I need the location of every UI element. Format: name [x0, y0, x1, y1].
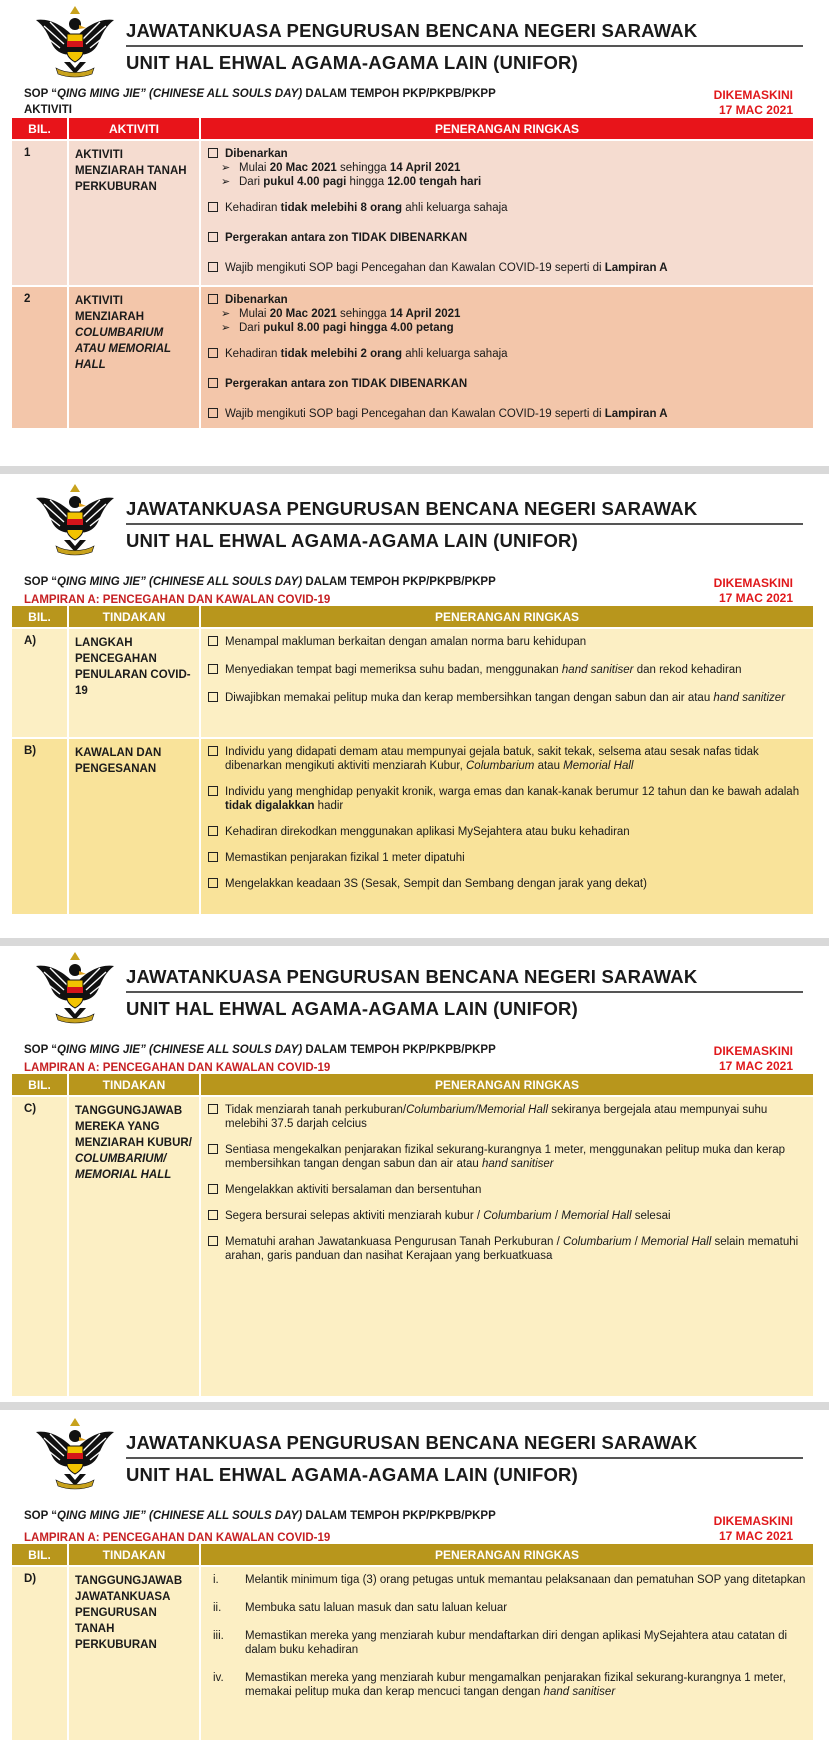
- page-separator: [0, 1402, 829, 1410]
- header-title: JAWATANKUASA PENGURUSAN BENCANA NEGERI SARAWAK: [126, 1432, 698, 1453]
- page-1: [12, 0, 815, 462]
- row-action: TANGGUNGJAWAB MEREKA YANG MENZIARAH KUBUR/ COLUMBARIUM/ MEMORIAL HALL: [68, 1096, 200, 1396]
- checkbox-icon: [208, 148, 218, 158]
- table-row: [12, 286, 814, 428]
- update-badge: DIKEMASKINI 17 MAC 2021: [713, 576, 793, 605]
- checkbox-icon: [208, 826, 218, 836]
- letterhead: [12, 478, 815, 558]
- row-no: A): [12, 628, 68, 738]
- sop-heading: [12, 1026, 815, 1074]
- letterhead: [12, 0, 815, 80]
- checkbox-icon: [208, 664, 218, 674]
- checkbox-icon: [208, 262, 218, 272]
- table-row: [12, 628, 814, 738]
- letterhead: [12, 1412, 815, 1492]
- header-divider: [126, 991, 803, 993]
- appendix-table: [12, 1074, 815, 1396]
- arrow-bullet-icon: ➢: [221, 176, 231, 188]
- row-description: i. Melantik minimum tiga (3) orang petugas untuk memantau pelaksanaan dan pematuhan SOP yang ditetapkan ii. Membuka satu laluan masuk dan satu laluan keluar iii. Memastikan mereka yang menziarah kubur mendaftarkan diri dengan aplikasi MySejahtera atau catatan di dalam buku kehadiran iv. Memastikan mereka yang menziarah kubur mengamalkan penjarakan fizikal sekurang-kurangnya 1 meter, memakai pelitup muka dan kerap mencuci tangan dengan hand sanitiser: [200, 1566, 814, 1740]
- row-description: Dibenarkan ➢ Mulai 20 Mac 2021 sehingga 14 April 2021 ➢ Dari pukul 4.00 pagi hingga 12.00 tengah hari Kehadiran tidak melebihi 8 orang ahli keluarga sahaja Pergerakan antara zon TIDAK DIBENARKAN Wajib mengikuti SOP bagi Pencegahan dan Kawalan COVID-19 seperti di Lampiran A: [200, 140, 814, 286]
- page-4: [12, 1412, 815, 1740]
- table-row: [12, 1096, 814, 1396]
- header-divider: [126, 45, 803, 47]
- table-row: [12, 1566, 814, 1740]
- list-number: iii.: [213, 1630, 224, 1642]
- table-header: [12, 606, 814, 628]
- sarawak-crest-icon: [34, 1416, 116, 1490]
- checkbox-icon: [208, 408, 218, 418]
- sarawak-crest-icon: [34, 482, 116, 556]
- section-label: LAMPIRAN A: PENCEGAHAN DAN KAWALAN COVID-19: [24, 594, 331, 606]
- sarawak-crest-icon: [34, 4, 116, 78]
- checkbox-icon: [208, 202, 218, 212]
- col-action: TINDAKAN: [68, 1074, 200, 1096]
- checkbox-icon: [208, 1236, 218, 1246]
- activity-table: [12, 118, 815, 428]
- page-3: [12, 946, 815, 1398]
- checkbox-icon: [208, 294, 218, 304]
- page-2: [12, 478, 815, 934]
- row-description: Dibenarkan ➢ Mulai 20 Mac 2021 sehingga 14 April 2021 ➢ Dari pukul 8.00 pagi hingga 4.00 petang Kehadiran tidak melebihi 2 orang ahli keluarga sahaja Pergerakan antara zon TIDAK DIBENARKAN Wajib mengikuti SOP bagi Pencegahan dan Kawalan COVID-19 seperti di Lampiran A: [200, 286, 814, 428]
- sop-title: SOP “QING MING JIE” (CHINESE ALL SOULS DAY) DALAM TEMPOH PKP/PKPB/PKPP: [24, 88, 496, 100]
- row-no: D): [12, 1566, 68, 1740]
- sop-heading: [12, 80, 815, 118]
- letterhead: [12, 946, 815, 1026]
- header-subtitle: UNIT HAL EHWAL AGAMA-AGAMA LAIN (UNIFOR): [126, 52, 578, 73]
- section-label: AKTIVITI: [24, 104, 72, 116]
- checkbox-icon: [208, 348, 218, 358]
- checkbox-icon: [208, 852, 218, 862]
- col-description: PENERANGAN RINGKAS: [200, 118, 814, 140]
- row-action: LANGKAH PENCEGAHAN PENULARAN COVID-19: [68, 628, 200, 738]
- header-subtitle: UNIT HAL EHWAL AGAMA-AGAMA LAIN (UNIFOR): [126, 998, 578, 1019]
- appendix-table: [12, 606, 815, 914]
- page-separator: [0, 938, 829, 946]
- col-activity: AKTIVITI: [68, 118, 200, 140]
- page-separator: [0, 466, 829, 474]
- row-no: B): [12, 738, 68, 914]
- checkbox-icon: [208, 1144, 218, 1154]
- checkbox-icon: [208, 636, 218, 646]
- row-description: Menampal makluman berkaitan dengan amalan norma baru kehidupan Menyediakan tempat bagi memeriksa suhu badan, menggunakan hand sanitiser dan rekod kehadiran Diwajibkan memakai pelitup muka dan kerap membersihkan tangan dengan sabun dan air atau hand sanitizer: [200, 628, 814, 738]
- sop-heading: [12, 1492, 815, 1544]
- arrow-bullet-icon: ➢: [221, 322, 231, 334]
- header-divider: [126, 1457, 803, 1459]
- sop-title: SOP “QING MING JIE” (CHINESE ALL SOULS DAY) DALAM TEMPOH PKP/PKPB/PKPP: [24, 1510, 496, 1522]
- row-description: Individu yang didapati demam atau mempunyai gejala batuk, sakit tekak, selsema atau sesak nafas tidak dibenarkan mengikuti aktiviti menziarah Kubur, Columbarium atau Memorial Hall Individu yang menghidap penyakit kronik, warga emas dan kanak-kanak berumur 12 tahun dan ke bawah adalah tidak digalakkan hadir Kehadiran direkodkan menggunakan aplikasi MySejahtera atau buku kehadiran Memastikan penjarakan fizikal 1 meter dipatuhi Mengelakkan keadaan 3S (Sesak, Sempit dan Sembang dengan jarak yang dekat): [200, 738, 814, 914]
- checkbox-icon: [208, 878, 218, 888]
- arrow-bullet-icon: ➢: [221, 308, 231, 320]
- update-badge: DIKEMASKINI 17 MAC 2021: [713, 88, 793, 117]
- list-number: iv.: [213, 1672, 224, 1684]
- col-description: PENERANGAN RINGKAS: [200, 606, 814, 628]
- row-no: 2: [12, 286, 68, 428]
- col-description: PENERANGAN RINGKAS: [200, 1074, 814, 1096]
- checkbox-icon: [208, 1184, 218, 1194]
- appendix-table: [12, 1544, 815, 1740]
- checkbox-icon: [208, 786, 218, 796]
- header-divider: [126, 523, 803, 525]
- row-description: Tidak menziarah tanah perkuburan/Columbarium/Memorial Hall sekiranya bergejala atau mempunyai suhu melebihi 37.5 darjah celcius Sentiasa mengekalkan penjarakan fizikal sekurang-kurangnya 1 meter, menggunakan pelitup muka dan kerap membersihkan tangan dengan sabun dan air atau hand sanitiser Mengelakkan aktiviti bersalaman dan bersentuhan Segera bersurai selepas aktiviti menziarah kubur / Columbarium / Memorial Hall selesai Mematuhi arahan Jawatankuasa Pengurusan Tanah Perkuburan / Columbarium / Memorial Hall selain mematuhi arahan, garis panduan dan nasihat Kerajaan yang berkuatkuasa: [200, 1096, 814, 1396]
- table-row: [12, 738, 814, 914]
- sop-title: SOP “QING MING JIE” (CHINESE ALL SOULS DAY) DALAM TEMPOH PKP/PKPB/PKPP: [24, 1044, 496, 1056]
- sop-title: SOP “QING MING JIE” (CHINESE ALL SOULS DAY) DALAM TEMPOH PKP/PKPB/PKPP: [24, 576, 496, 588]
- col-no: BIL.: [12, 118, 68, 140]
- header-title: JAWATANKUASA PENGURUSAN BENCANA NEGERI SARAWAK: [126, 498, 698, 519]
- row-no: C): [12, 1096, 68, 1396]
- checkbox-icon: [208, 232, 218, 242]
- checkbox-icon: [208, 1104, 218, 1114]
- sop-heading: [12, 558, 815, 606]
- checkbox-icon: [208, 378, 218, 388]
- arrow-bullet-icon: ➢: [221, 162, 231, 174]
- sarawak-crest-icon: [34, 950, 116, 1024]
- col-action: TINDAKAN: [68, 1544, 200, 1566]
- row-no: 1: [12, 140, 68, 286]
- checkbox-icon: [208, 1210, 218, 1220]
- list-number: ii.: [213, 1602, 222, 1614]
- section-label: LAMPIRAN A: PENCEGAHAN DAN KAWALAN COVID-19: [24, 1532, 331, 1544]
- col-no: BIL.: [12, 1074, 68, 1096]
- update-badge: DIKEMASKINI 17 MAC 2021: [713, 1044, 793, 1073]
- list-number: i.: [213, 1574, 219, 1586]
- row-action: KAWALAN DAN PENGESANAN: [68, 738, 200, 914]
- table-header: [12, 1074, 814, 1096]
- col-description: PENERANGAN RINGKAS: [200, 1544, 814, 1566]
- row-activity: AKTIVITI MENZIARAH COLUMBARIUM ATAU MEMORIAL HALL: [68, 286, 200, 428]
- table-header: [12, 1544, 814, 1566]
- table-header: [12, 118, 814, 140]
- col-action: TINDAKAN: [68, 606, 200, 628]
- col-no: BIL.: [12, 606, 68, 628]
- header-subtitle: UNIT HAL EHWAL AGAMA-AGAMA LAIN (UNIFOR): [126, 1464, 578, 1485]
- section-label: LAMPIRAN A: PENCEGAHAN DAN KAWALAN COVID-19: [24, 1062, 331, 1074]
- update-badge: DIKEMASKINI 17 MAC 2021: [713, 1514, 793, 1543]
- header-title: JAWATANKUASA PENGURUSAN BENCANA NEGERI SARAWAK: [126, 20, 698, 41]
- table-row: [12, 140, 814, 286]
- row-action: TANGGUNGJAWAB JAWATANKUASA PENGURUSAN TANAH PERKUBURAN: [68, 1566, 200, 1740]
- col-no: BIL.: [12, 1544, 68, 1566]
- checkbox-icon: [208, 692, 218, 702]
- header-subtitle: UNIT HAL EHWAL AGAMA-AGAMA LAIN (UNIFOR): [126, 530, 578, 551]
- checkbox-icon: [208, 746, 218, 756]
- header-title: JAWATANKUASA PENGURUSAN BENCANA NEGERI SARAWAK: [126, 966, 698, 987]
- row-activity: AKTIVITI MENZIARAH TANAH PERKUBURAN: [68, 140, 200, 286]
